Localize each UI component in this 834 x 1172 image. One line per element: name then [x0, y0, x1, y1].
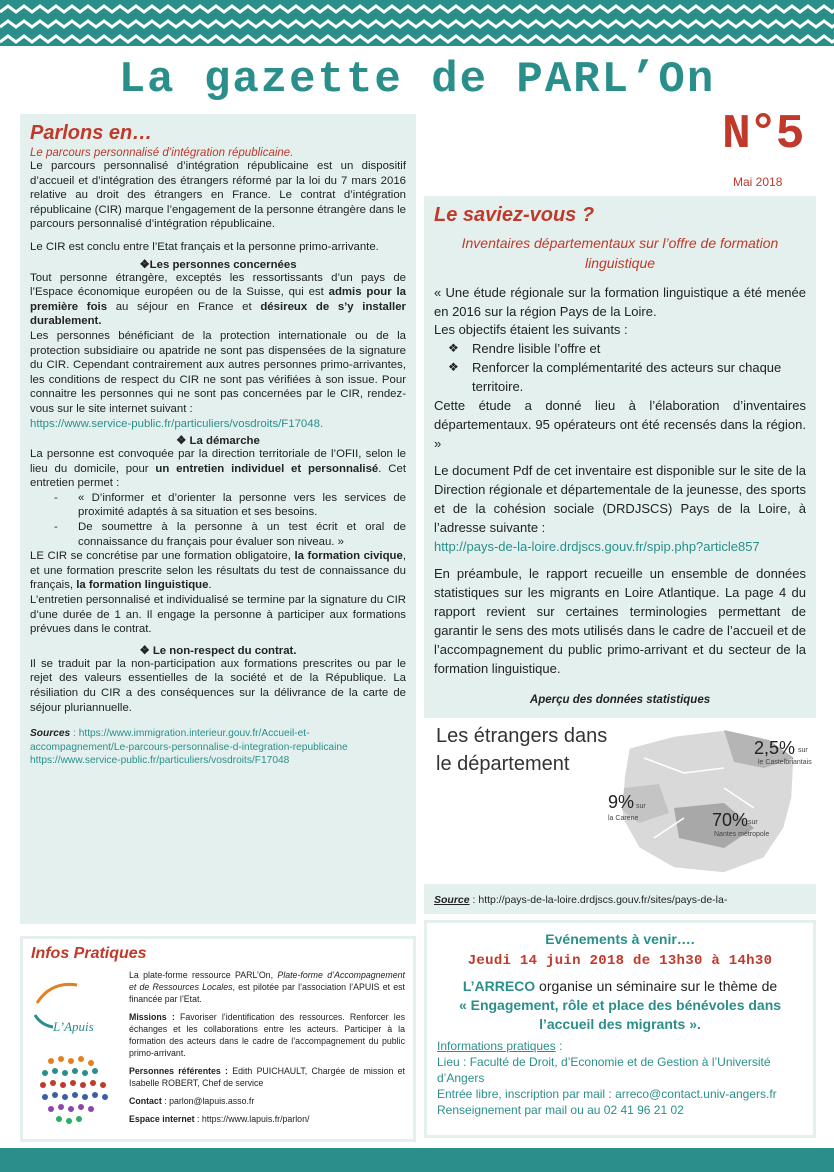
paragraph: Cette étude a donné lieu à l’élaboration d’inventaires départementaux. 95 opérateurs ont été recensés dans la région. »: [434, 398, 806, 451]
paragraph: « Une étude régionale sur la formation linguistique a été menée en 2016 sur la région Pays de la Loire.: [434, 285, 806, 319]
bottom-bar: [0, 1148, 834, 1172]
sources: Sources : https://www.immigration.interieur.gouv.fr/Accueil-et-accompagnement/Le-parcours-personnalise-d-integration-republicaine https://www.service-public.fr/particuliers/vosdroits/F17048: [30, 728, 348, 767]
evenements-panel: [424, 920, 816, 1138]
website[interactable]: Espace internet : https://www.lapuis.fr/parlon/: [129, 1114, 310, 1124]
stat-sur: sur: [798, 747, 808, 754]
paragraph: Le parcours personnalisé d’intégration républicaine est un dispositif d’accueil et d’intégration des étrangers réformé par la loi du 7 mars 2016 relative au droit des étrangers en France. Le contrat d’intégration républicaine (CIR) marque l’engagement de la personne étrangère dans le parcours personnalisé d’intégration républicaine.: [30, 160, 406, 231]
paragraph: Personnes référentes : Edith PUICHAULT, Chargée de mission et Isabelle ROBERT, Chef de service: [129, 1066, 405, 1088]
stat-label: le Castelbriantais: [758, 759, 812, 766]
paragraph: La personne est convoquée par la direction territoriale de l’OFII, selon le lieu du domicile, pour un entretien individuel et personnalisé. Cet entretien permet :: [30, 448, 406, 490]
zigzag-border: [0, 0, 834, 46]
link[interactable]: https://www.service-public.fr/particuliers/vosdroits/F17048.: [30, 417, 324, 430]
event-phone: Renseignement par mail ou au 02 41 96 21 02: [437, 1103, 684, 1117]
section-heading: Infos Pratiques: [31, 945, 147, 962]
list-item: - « D’informer et d’orienter la personne vers les services de proximité adaptés à sa situation et ses besoins.: [30, 491, 406, 520]
stat-sur: sur: [748, 819, 758, 826]
section-subtitle: Inventaires départementaux sur l’offre de formation linguistique: [461, 235, 779, 271]
apuis-logo-area: [31, 979, 117, 1129]
issue-number: N°5: [722, 108, 803, 162]
subsection-title: ❖ La démarche: [176, 435, 260, 448]
paragraph: Il se traduit par la non-participation aux formations prescrites ou par le rejet des valeurs essentielles de la société et de la République. La résiliation du CIR a des conséquences sur la délivrance de la carte de séjour pluriannuelle.: [30, 657, 406, 714]
section-heading: Evénements à venir….: [545, 931, 695, 947]
paragraph: Les objectifs étaient les suivants :: [434, 322, 628, 337]
paragraph: L’entretien personnalisé et individualisé se termine par la signature du CIR d’une durée de 1 an. Il engage la personne à participer aux formations prévues dans le contrat.: [30, 594, 406, 636]
paragraph: Les personnes bénéficiant de la protection internationale ou de la protection subsidiaire ou apatride ne sont pas dispensées de la signature du CIR. Cependant contrairement aux autres personnes primo-arrivantes, les conditions de respect du CIR ne sont pas vérifiées à son issue. Pour connaitre les personnes qui ne sont pas concernées par le CIR, rendez-vous sur le site internet suivant :: [30, 329, 406, 415]
link[interactable]: http://pays-de-la-loire.drdjscs.gouv.fr/spip.php?article857: [434, 539, 760, 554]
list-item: - De soumettre à la personne à un test écrit et oral de connaissance du français pour évaluer son niveau. »: [30, 520, 406, 549]
paragraph: LE CIR se concrétise par une formation obligatoire, la formation civique, et une formation prescrite selon les résultats du test de connaissance du français, la formation linguistique.: [30, 550, 407, 592]
apuis-logo: [31, 979, 117, 1129]
stat-label: Nantes métropole: [714, 831, 770, 838]
section-heading: Le saviez-vous ?: [434, 204, 595, 226]
paragraph: En préambule, le rapport recueille un ensemble de données statistiques sur les migrants en Loire Atlantique. La page 4 du rapport revient sur certaines terminologies permettant de garantir le sens des mots utilisés dans le cadre de l’accueil et de l’accompagnement du public primo-arrivant et du secteur de la formation linguistique.: [434, 566, 806, 676]
info-label: Informations pratiques :: [437, 1039, 563, 1053]
subsection-title: ❖ Le non-respect du contrat.: [139, 644, 297, 657]
issue-date: Mai 2018: [733, 175, 783, 189]
subsection-title: ❖Les personnes concernées: [139, 258, 297, 271]
stat-sur: sur: [636, 803, 646, 810]
infos-text: [129, 969, 405, 1125]
paragraph: La plate-forme ressource PARL’On, Plate-forme d’Accompagnement et de Ressources Locales, est pilotée par l’association l’APUIS et est financée par l’Etat.: [129, 970, 405, 1004]
stats-caption: Aperçu des données statistiques: [529, 694, 711, 706]
bullet-item: ❖ Rendre lisible l’offre et: [434, 339, 806, 358]
logo-text: L’Apuis: [53, 1019, 94, 1034]
stat-castelbriantais: 2,5%: [754, 738, 796, 758]
stat-nantes: 70%: [712, 810, 749, 830]
paragraph: Missions : Favoriser l’identification des ressources. Renforcer les échanges et les collaborations entre les acteurs. Participer à la formation des acteurs dans le cadre de l’accompagnement du public primo-arrivant.: [129, 1012, 406, 1058]
infos-pratiques-panel: [20, 936, 416, 1142]
stats-map-image: [424, 718, 816, 884]
map-source: Source : http://pays-de-la-loire.drdjscs.gouv.fr/sites/pays-de-la-: [434, 894, 728, 906]
stat-label: la Carene: [608, 815, 639, 822]
map-title-line1: Les étrangers dans: [436, 725, 608, 747]
event-entry: Entrée libre, inscription par mail : arreco@contact.univ-angers.fr: [437, 1087, 777, 1101]
paragraph: Le document Pdf de cet inventaire est disponible sur le site de la Direction régionale et départementale de la jeunesse, des sports et de la cohésion sociale (DRDJSCS) Pays de la Loire, à l’adresse suivante :: [434, 463, 806, 535]
section-subtitle: Le parcours personnalisé d’intégration républicaine.: [30, 147, 294, 159]
event-theme: « Engagement, rôle et place des bénévoles dans l’accueil des migrants ».: [458, 997, 782, 1032]
paragraph: Tout personne étrangère, exceptés les ressortissants d’un pays de l’Espace économique européen ou de la Suisse, qui est admis pour la première fois au séjour en France et désireux de s’y installer durablement.: [30, 271, 406, 328]
event-date: Jeudi 14 juin 2018 de 13h30 à 14h30: [467, 953, 773, 969]
stat-carene: 9%: [608, 792, 635, 812]
contact[interactable]: Contact : parlon@lapuis.asso.fr: [129, 1096, 255, 1106]
section-heading: Parlons en…: [30, 122, 153, 144]
map-title-line2: le département: [436, 753, 570, 775]
bullet-item: ❖ Renforcer la complémentarité des acteurs sur chaque territoire.: [434, 358, 806, 396]
paragraph: L’ARRECO organise un séminaire sur le thème de: [462, 978, 778, 994]
event-location: Lieu : Faculté de Droit, d’Economie et de Gestion à l’Université d’Angers: [437, 1055, 771, 1085]
parlons-en-panel: [20, 114, 416, 924]
newsletter-title: La gazette de PARL’On: [118, 55, 716, 105]
paragraph: Le CIR est conclu entre l’Etat français et la personne primo-arrivante.: [30, 240, 379, 253]
